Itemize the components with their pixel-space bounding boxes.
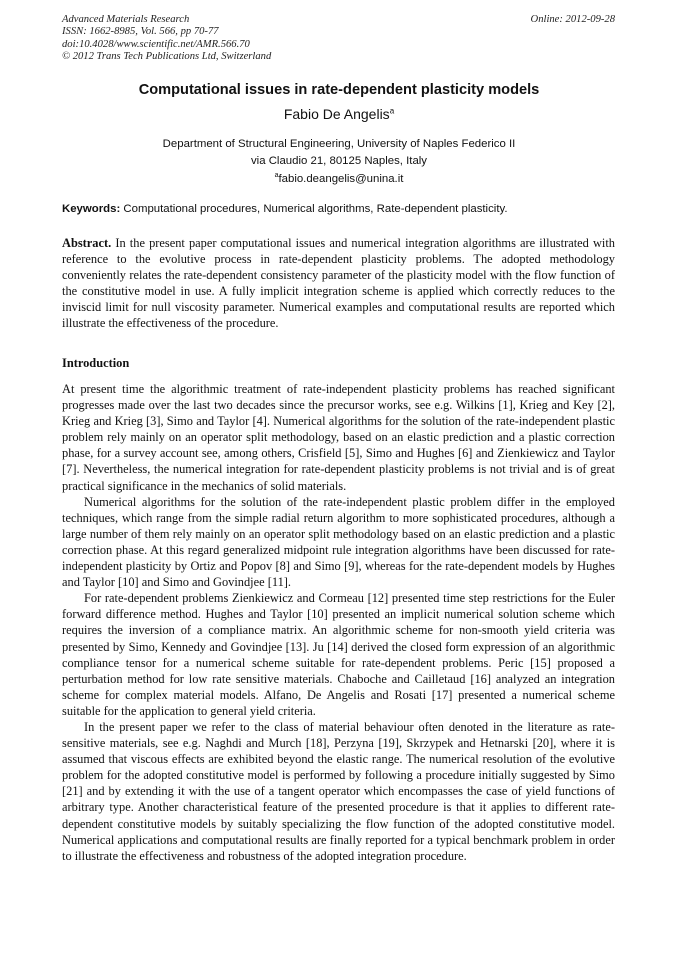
keywords-label: Keywords:: [62, 203, 121, 215]
keywords: [62, 203, 615, 215]
affiliation-department: Department of Structural Engineering, University of Naples Federico II: [162, 138, 516, 150]
abstract-label: Abstract.: [62, 236, 112, 250]
paragraph: For rate-dependent problems Zienkiewicz and Cormeau [12] presented time step restrictions for the Euler forward difference method. Hughes and Taylor [10] presented an implicit numerical solution scheme which requires the inversion of a compliance matrix. An algorithmic scheme for non-smooth yield criteria was presented by Simo, Kennedy and Govindjee [13]. Ju [14] derived the closed form expression of an algorithmic compliance tensor for a numerical scheme suitable for rate-dependent problems. Peric [15] proposed a perturbation method for low rate sensitive materials. Chaboche and Cailletaud [16] analyzed an integration scheme for complex material models. Alfano, De Angelis and Rosati [17] presented a numerical scheme suitable for the application to general yield criteria.: [62, 591, 615, 718]
copyright-line: © 2012 Trans Tech Publications Ltd, Switzerland: [62, 51, 272, 63]
author-line: [0, 106, 678, 122]
doi-line: doi:10.4028/www.scientific.net/AMR.566.70: [62, 38, 250, 50]
abstract-text: In the present paper computational issues and numerical integration algorithms are illustrated with reference to the evolutive process in rate-dependent plasticity problems. The adopted methodology conveniently relates the rate-dependent consistency parameter of the plasticity model with the flow function of the constitutive model in use. A fully implicit integration scheme is applied which correctly reduces to the inviscid limit for null viscosity parameter. Numerical examples and computational results are reported which illustrate the effectiveness of the procedure.: [62, 236, 615, 331]
issn-line: ISSN: 1662-8985, Vol. 566, pp 70-77: [62, 26, 219, 38]
publication-header: [62, 14, 615, 64]
introduction-body: [62, 381, 615, 864]
journal-name: Advanced Materials Research: [62, 14, 190, 25]
author-superscript: a: [389, 106, 395, 116]
section-heading-introduction: Introduction: [62, 356, 130, 370]
email-superscript: a: [274, 172, 279, 179]
affiliation: [0, 136, 678, 169]
author-email-line: [0, 172, 678, 185]
abstract: [62, 235, 615, 332]
paragraph: In the present paper we refer to the class of material behaviour often denoted in the literature as rate-sensitive materials, see e.g. Naghdi and Murch [18], Perzyna [19], Skrzypek and Hetnarski [20], where it is assumed that viscous effects are exhibited beyond the elastic range. The numerical resolution of the evolutive problem for the adopted constitutive model is performed by following a procedure initially suggested by Simo [21] and by extending it with the use of a tangent operator which encompasses the case of yield functions of arbitrary type. Another characteristical feature of the presented procedure is that it applies to different rate-dependent constitutive models by suitably specializing the flow function of the adopted constitutive model. Numerical applications and computational results are finally reported for a typical benchmark problem in order to illustrate the effectiveness and robustness of the adopted integration procedure.: [62, 719, 615, 863]
affiliation-address: via Claudio 21, 80125 Naples, Italy: [250, 154, 428, 167]
paragraph: At present time the algorithmic treatment of rate-independent plasticity problems has reached significant progresses made over the last two decades since the precursor works, see e.g. Wilkins [1], Krieg and Key [2], Krieg and Krieg [3], Simo and Taylor [4]. Numerical algorithms for the solution of the rate-independent plastic problem rely mainly on an operator split methodology, based on an elastic prediction and a plastic correction phase, for a survey account see, among others, Crisfield [5], Simo and Hughes [6] and Zienkiewicz and Taylor [7]. Nevertheless, the numerical integration for rate-dependent plasticity problems is not trivial and is of great practical significance in the mechanics of solid materials.: [62, 382, 615, 493]
keywords-text: Computational procedures, Numerical algorithms, Rate-dependent plasticity.: [120, 203, 508, 215]
paper-title: Computational issues in rate-dependent plasticity models: [138, 82, 540, 98]
paragraph: Numerical algorithms for the solution of the rate-independent plastic problem differ in the employed techniques, which range from the simple radial return algorithm to more sophisticated procedures, although a large number of them rely mainly on an operator split methodology based on an elastic prediction and a plastic correction phase. At this regard generalized midpoint rule integration algorithms have been discussed for rate-independent plasticity by Ortiz and Popov [8] and Simo [9], whereas for the rate-dependent models by Hughes and Taylor [10] and Simo and Govindjee [11].: [62, 494, 615, 590]
author-name: Fabio De Angelis: [283, 106, 390, 122]
online-date: Online: 2012-09-28: [530, 14, 615, 25]
author-email: fabio.deangelis@unina.it: [278, 172, 404, 185]
